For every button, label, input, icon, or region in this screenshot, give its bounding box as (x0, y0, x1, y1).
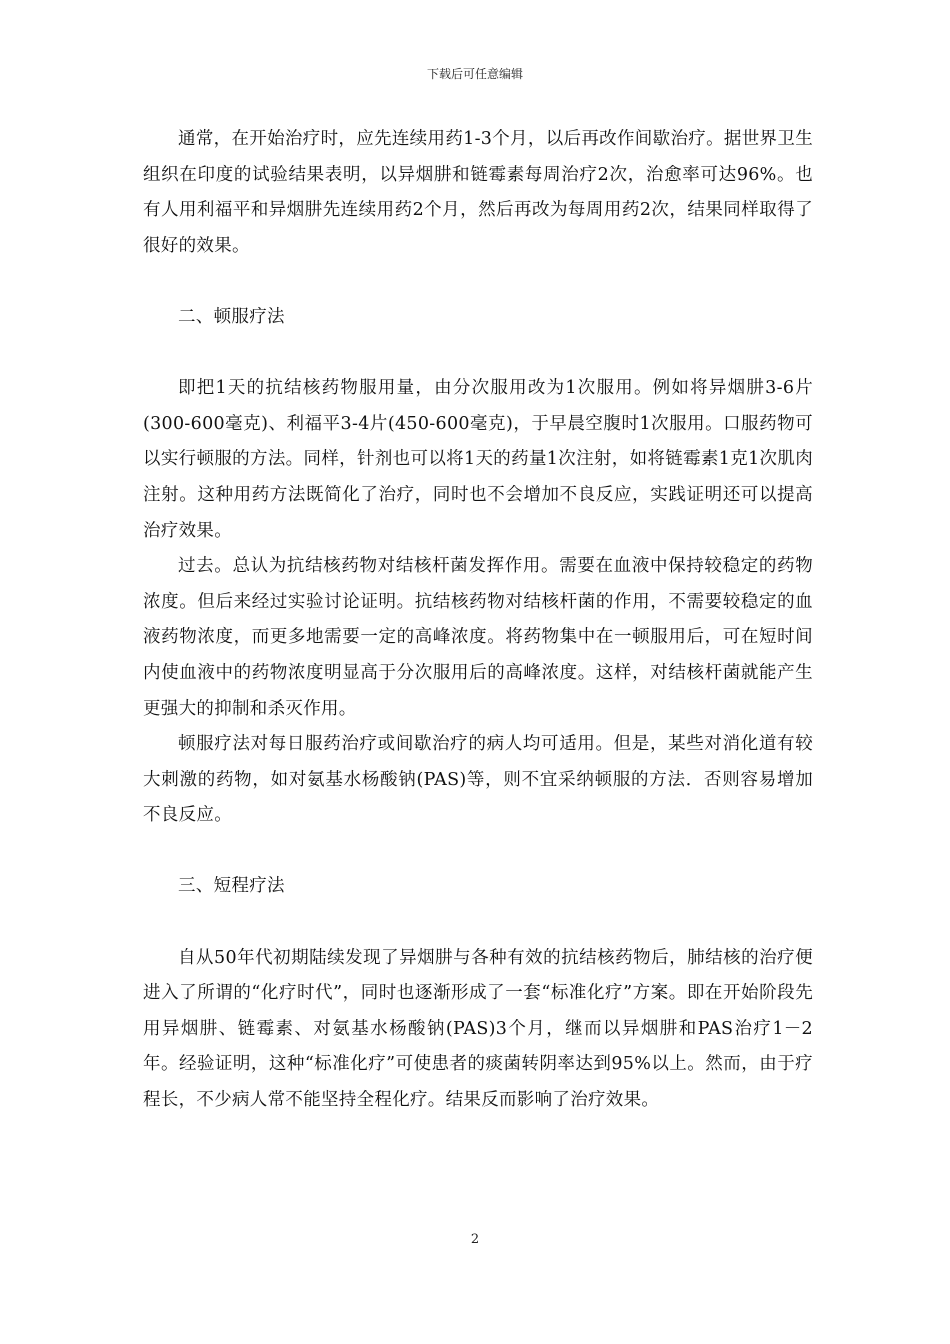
section-heading-single-dose: 二、顿服疗法 (178, 306, 285, 327)
paragraph-short-course-history: 自从50年代初期陆续发现了异烟肼与各种有效的抗结核药物后，肺结核的治疗便进入了所谓的“化疗时代”，同时也逐渐形成了一套“标准化疗”方案。即在开始阶段先用异烟肼、链霉素、对氨基水杨酸钠(PAS)3个月，继而以异烟肼和PAS治疗1－2年。经验证明，这种“标准化疗”可使患者的痰菌转阴率达到95%以上。然而，由于疗程长，不少病人常不能坚持全程化疗。结果反而影响了治疗效果。 (143, 947, 813, 1111)
spacer (143, 905, 813, 941)
paragraph-single-dose-rationale: 过去。总认为抗结核药物对结核杆菌发挥作用。需要在血液中保持较稳定的药物浓度。但后来经过实验讨论证明。抗结核药物对结核杆菌的作用，不需要较稳定的血液药物浓度，而更多地需要一定的高峰浓度。将药物集中在一顿服用后，可在短时间内使血液中的药物浓度明显高于分次服用后的高峰浓度。这样，对结核杆菌就能产生更强大的抑制和杀灭作用。 (143, 556, 813, 719)
spacer (143, 264, 813, 300)
page-number: 2 (470, 1232, 480, 1247)
document-body (143, 122, 813, 1119)
spacer (143, 834, 813, 870)
paragraph-single-dose-method: 即把1天的抗结核药物服用量，由分次服用改为1次服用。例如将异烟肼3-6片(300-600毫克)、利福平3-4片(450-600毫克)，于早晨空腹时1次服用。口服药物可以实行顿服的方法。同样，针剂也可以将1天的药量1次注射，如将链霉素1克1次肌肉注射。这种用药方法既简化了治疗，同时也不会增加不良反应，实践证明还可以提高治疗效果。 (143, 378, 813, 541)
spacer (143, 336, 813, 372)
paragraph-single-dose-applicability: 顿服疗法对每日服药治疗或间歇治疗的病人均可适用。但是，某些对消化道有较大刺激的药物，如对氨基水杨酸钠(PAS)等，则不宜采纳顿服的方法．否则容易增加不良反应。 (143, 734, 813, 826)
paragraph-intermittent-therapy: 通常，在开始治疗时，应先连续用药1-3个月，以后再改作间歇治疗。据世界卫生组织在印度的试验结果表明，以异烟肼和链霉素每周治疗2次，治愈率可达96%。也有人用利福平和异烟肼先连续用药2个月，然后再改为每周用药2次，结果同样取得了很好的效果。 (143, 129, 813, 256)
page-header: 下载后可任意编辑 (426, 67, 523, 81)
section-heading-short-course: 三、短程疗法 (178, 876, 285, 897)
